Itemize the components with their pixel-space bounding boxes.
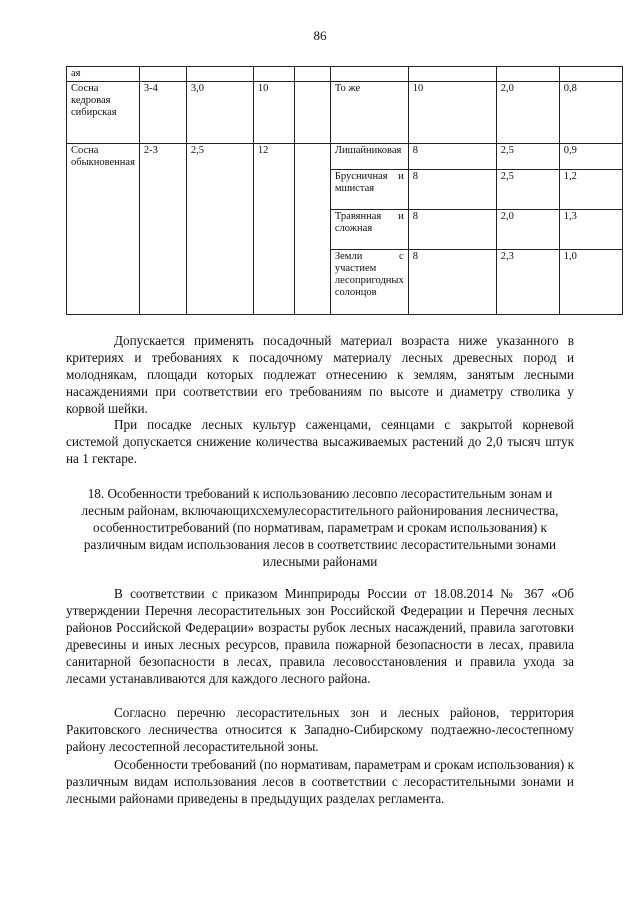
table-cell: 3-4	[139, 82, 186, 144]
paragraph-forest-zone: Согласно перечню лесорастительных зон и лесных районов, территория Ракитовского лесничества относится к Западно-Сибирскому подтаежно-лесостепному району лесостепной лесорастительной зоны.	[66, 705, 574, 754]
forest-type-cell: То же	[330, 82, 408, 144]
table-cell	[294, 144, 330, 315]
section-heading: 18. Особенности требований к использованию лесовпо лесорастительным зонам и лесным районам, включающихсхемулесорастительного районирования лесничества, особенноститребований (по нормативам, параметрам и срокам использования) к различным видам использования лесов в соответствиис лесорастительными зонами илесными районами	[81, 486, 559, 569]
paragraph-planting-material: Допускается применять посадочный материал возраста ниже указанного в критериях и требованиях к посадочному материалу лесных древесных пород и молоднякам, площади которых подлежат отнесению к землям, занятым лесными насаждениями при соответствии его требованиям по высоте и диаметру стволика у корвой шейки.	[66, 333, 574, 416]
table-cell: 2-3	[139, 144, 186, 315]
table-cell: 0,8	[559, 82, 622, 144]
table-cell: 2,5	[496, 170, 559, 210]
table-cell: 2,5	[186, 144, 253, 315]
table-cell: 0,9	[559, 144, 622, 170]
table-row	[67, 144, 623, 170]
table-cell	[294, 67, 330, 82]
paragraph-requirements: Особенности требований (по нормативам, параметрам и срокам использования) к различным видам использования лесов в соответствии с лесорастительными зонами и лесными районами приведены в предыдущих разделах регламента.	[66, 757, 574, 806]
table-cell: 2,3	[496, 250, 559, 315]
table-row	[67, 67, 623, 82]
table-cell	[330, 67, 408, 82]
table-cell: 1,0	[559, 250, 622, 315]
table-cell: 10	[253, 82, 294, 144]
table-cell: 2,0	[496, 210, 559, 250]
forest-type-cell: Лишайниковая	[330, 144, 408, 170]
table-cell	[253, 67, 294, 82]
species-cell: Сосна кедровая сибирская	[67, 82, 140, 144]
forest-type-cell: Земли с участием лесопригодных солонцов	[330, 250, 408, 315]
table-cell	[186, 67, 253, 82]
table-cell: 3,0	[186, 82, 253, 144]
paragraph-order-reference: В соответствии с приказом Минприроды России от 18.08.2014 № 367 «Об утверждении Перечня лесорастительных зон Российской Федерации и Перечня лесных районов Российской Федерации» возрасты рубок лесных насаждений, правила заготовки древесины и иных лесных ресурсов, правила пожарной безопасности в лесах, правила санитарной безопасности в лесах, правила лесовосстановления и правила ухода за лесами устанавливаются для каждого лесного района.	[66, 586, 574, 686]
table-cell: 2,0	[496, 82, 559, 144]
species-cell: ая	[67, 67, 140, 82]
regulation-table	[66, 66, 623, 315]
table-cell	[496, 67, 559, 82]
table-cell	[139, 67, 186, 82]
species-cell: Сосна обыкновенная	[67, 144, 140, 315]
table-row	[67, 82, 623, 144]
table-cell	[408, 67, 496, 82]
page-number: 86	[313, 28, 327, 43]
table-cell: 12	[253, 144, 294, 315]
table-cell: 8	[408, 210, 496, 250]
table-cell	[294, 82, 330, 144]
forest-type-cell: Брусничная и мшистая	[330, 170, 408, 210]
forest-type-cell: Травянная и сложная	[330, 210, 408, 250]
table-cell: 2,5	[496, 144, 559, 170]
paragraph-planting-density: При посадке лесных культур саженцами, сеянцами с закрытой корневой системой допускается снижение количества высаживаемых растений до 2,0 тысяч штук на 1 гектаре.	[66, 417, 574, 466]
table-cell: 8	[408, 170, 496, 210]
table-cell: 1,3	[559, 210, 622, 250]
table-cell: 1,2	[559, 170, 622, 210]
table-cell	[559, 67, 622, 82]
table-cell: 10	[408, 82, 496, 144]
table-cell: 8	[408, 144, 496, 170]
table-cell: 8	[408, 250, 496, 315]
